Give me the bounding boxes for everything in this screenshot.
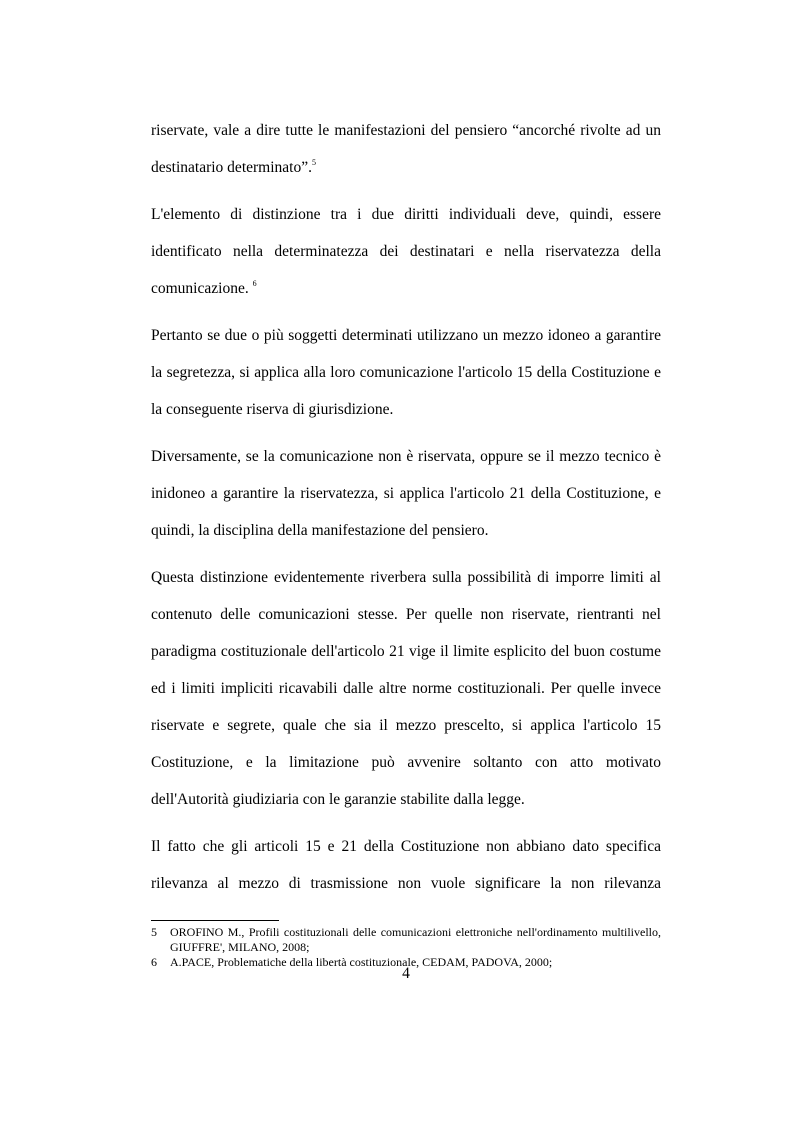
- footnotes: [151, 925, 661, 970]
- paragraph-5: Questa distinzione evidentemente riverbera sulla possibilità di imporre limiti al contenuto delle comunicazioni stesse. Per quelle non riservate, rientranti nel paradigma costituzionale dell'articolo 21 vige il limite esplicito del buon costume ed i limiti impliciti ricavabili dalle altre norme costituzionali. Per quelle invece riservate e segrete, quale che sia il mezzo prescelto, si applica l'articolo 15 Costituzione, e la limitazione può avvenire soltanto con atto motivato dell'Autorità giudiziaria con le garanzie stabilite dalla legge.: [151, 569, 661, 808]
- body-text: [151, 112, 661, 902]
- paragraph-4: Diversamente, se la comunicazione non è riservata, oppure se il mezzo tecnico è inidoneo a garantire la riservatezza, si applica l'articolo 21 della Costituzione, e quindi, la disciplina della manifestazione del pensiero.: [151, 448, 661, 539]
- footnote-number: 5: [151, 925, 157, 939]
- footnote-separator: [151, 920, 279, 921]
- footnote-text: OROFINO M., Profili costituzionali delle comunicazioni elettroniche nell'ordinamento multilivello, GIUFFRE', MILANO, 2008;: [170, 925, 661, 954]
- paragraph-3: Pertanto se due o più soggetti determinati utilizzano un mezzo idoneo a garantire la segretezza, si applica alla loro comunicazione l'articolo 15 della Costituzione e la conseguente riserva di giurisdizione.: [151, 327, 661, 418]
- paragraph-1: riservate, vale a dire tutte le manifestazioni del pensiero “ancorché rivolte ad un destinatario determinato”.$^5$: [151, 122, 661, 176]
- footnote-ref-6: 6: [252, 279, 257, 288]
- footnote-number: 6: [151, 955, 157, 969]
- paragraph-6: Il fatto che gli articoli 15 e 21 della Costituzione non abbiano dato specifica rilevanza al mezzo di trasmissione non vuole significare la non rilevanza: [151, 838, 661, 892]
- page-number: 4: [402, 965, 410, 982]
- footnote-5: [151, 925, 661, 955]
- footnote-ref-5: 5: [311, 158, 316, 167]
- paragraph-2: L'elemento di distinzione tra i due diritti individuali deve, quindi, essere identificato nella determinatezza dei destinatari e nella riservatezza della comunicazione. $^6$: [151, 206, 661, 297]
- footnote-text: A.PACE, Problematiche della libertà costituzionale, CEDAM, PADOVA, 2000;: [170, 955, 553, 969]
